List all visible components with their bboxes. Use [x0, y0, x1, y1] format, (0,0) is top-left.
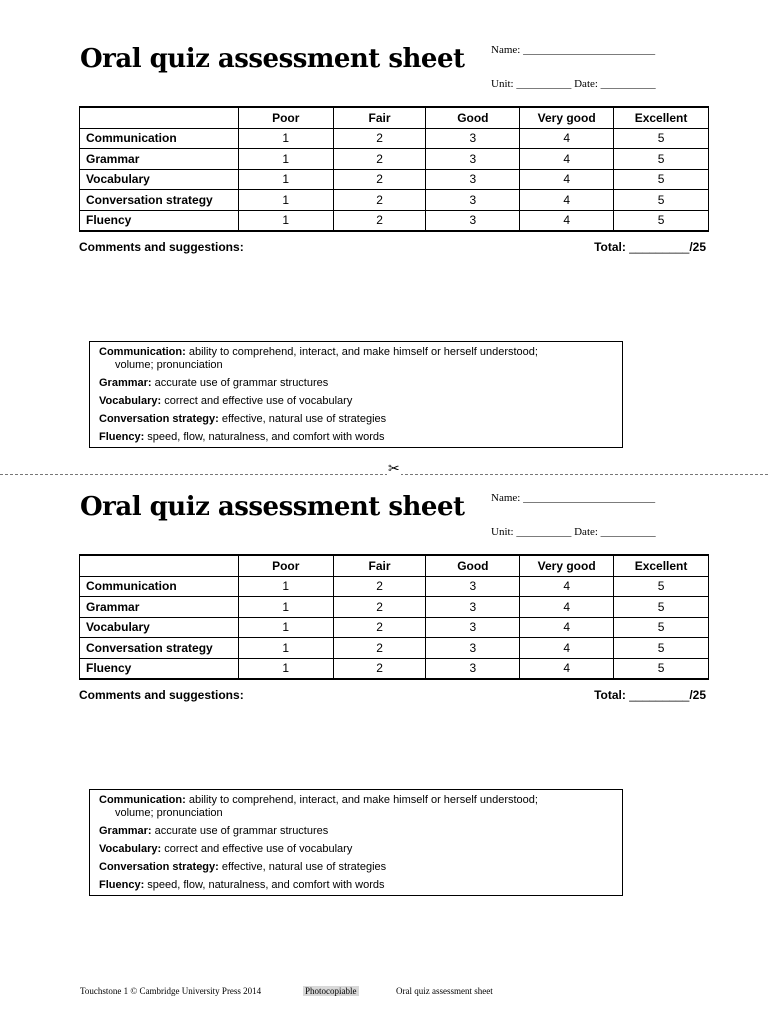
legend-item — [99, 825, 614, 838]
unit-date-line: Unit: __________ Date: __________ — [491, 78, 656, 90]
name-line: Name: ________________________ — [491, 492, 656, 504]
table-row — [80, 658, 709, 679]
footer-sheet-name: Oral quiz assessment sheet — [396, 986, 493, 996]
criterion-label: Communication — [80, 128, 239, 149]
header-cell: Very good — [520, 107, 614, 128]
table-row — [80, 128, 709, 149]
table-row — [80, 190, 709, 211]
legend-desc-cont: volume; pronunciation — [115, 807, 223, 819]
score-cell: 5 — [614, 597, 709, 618]
legend-term: Fluency: — [99, 879, 145, 891]
total-max: /25 — [689, 240, 706, 254]
legend-term: Grammar: — [99, 377, 152, 389]
table-row — [80, 169, 709, 190]
score-cell: 3 — [426, 576, 520, 597]
score-cell: 2 — [333, 617, 426, 638]
score-table — [79, 106, 709, 232]
legend-item — [99, 843, 614, 856]
score-cell: 4 — [520, 617, 614, 638]
score-cell: 1 — [238, 128, 333, 149]
legend-desc: speed, flow, naturalness, and comfort with words — [147, 431, 385, 443]
table-header-row — [80, 107, 709, 128]
header-cell: Fair — [333, 107, 426, 128]
header-cell: Poor — [238, 107, 333, 128]
legend-item — [99, 794, 614, 820]
header-cell: Good — [426, 107, 520, 128]
table-row — [80, 149, 709, 170]
sheet-title: Oral quiz assessment sheet — [80, 44, 465, 74]
score-cell: 4 — [520, 597, 614, 618]
score-cell: 5 — [614, 617, 709, 638]
footer-copyright: Touchstone 1 © Cambridge University Press 2014 — [80, 986, 262, 996]
criterion-label: Vocabulary — [80, 617, 239, 638]
score-cell: 3 — [426, 190, 520, 211]
score-cell: 2 — [333, 638, 426, 659]
legend-desc: accurate use of grammar structures — [154, 825, 329, 837]
score-cell: 1 — [238, 617, 333, 638]
score-cell: 5 — [614, 638, 709, 659]
header-cell: Poor — [238, 555, 333, 576]
score-cell: 2 — [333, 597, 426, 618]
criterion-label: Conversation strategy — [80, 638, 239, 659]
score-cell: 1 — [238, 658, 333, 679]
legend-item — [99, 879, 614, 892]
criterion-label: Communication — [80, 576, 239, 597]
criterion-label: Fluency — [80, 210, 239, 231]
score-cell: 5 — [614, 149, 709, 170]
score-cell: 3 — [426, 617, 520, 638]
cut-line — [0, 474, 768, 475]
score-cell: 1 — [238, 210, 333, 231]
legend-desc: accurate use of grammar structures — [154, 377, 329, 389]
score-cell: 1 — [238, 576, 333, 597]
header-cell: Fair — [333, 555, 426, 576]
score-cell: 1 — [238, 638, 333, 659]
score-cell: 2 — [333, 128, 426, 149]
legend-item — [99, 431, 614, 444]
total-field — [594, 688, 706, 702]
score-table — [79, 554, 709, 680]
legend-item — [99, 861, 614, 874]
legend-desc: correct and effective use of vocabulary — [164, 395, 353, 407]
score-cell: 4 — [520, 149, 614, 170]
total-label: Total: — [594, 688, 626, 702]
legend-desc: ability to comprehend, interact, and make himself or herself understood; — [188, 346, 538, 358]
comments-label: Comments and suggestions: — [79, 240, 244, 254]
header-cell: Good — [426, 555, 520, 576]
score-cell: 3 — [426, 210, 520, 231]
criterion-label: Vocabulary — [80, 169, 239, 190]
score-cell: 2 — [333, 576, 426, 597]
score-cell: 4 — [520, 169, 614, 190]
score-cell: 2 — [333, 658, 426, 679]
legend-item — [99, 346, 614, 372]
score-cell: 5 — [614, 576, 709, 597]
total-field — [594, 240, 706, 254]
legend-desc: correct and effective use of vocabulary — [164, 843, 353, 855]
legend-desc: speed, flow, naturalness, and comfort with words — [147, 879, 385, 891]
header-cell — [80, 107, 239, 128]
total-label: Total: — [594, 240, 626, 254]
scissors-icon: ✂ — [388, 460, 400, 476]
score-cell: 2 — [333, 169, 426, 190]
unit-date-line: Unit: __________ Date: __________ — [491, 526, 656, 538]
score-cell: 5 — [614, 190, 709, 211]
header-cell — [80, 555, 239, 576]
sheet-title: Oral quiz assessment sheet — [80, 492, 465, 522]
legend-item — [99, 377, 614, 390]
legend-term: Vocabulary: — [99, 395, 162, 407]
criterion-label: Grammar — [80, 149, 239, 170]
legend-term: Conversation strategy: — [99, 861, 219, 873]
legend-desc: effective, natural use of strategies — [221, 413, 387, 425]
legend-desc: effective, natural use of strategies — [221, 861, 387, 873]
legend-item — [99, 413, 614, 426]
score-cell: 3 — [426, 169, 520, 190]
table-row — [80, 576, 709, 597]
score-cell: 2 — [333, 210, 426, 231]
score-cell: 4 — [520, 576, 614, 597]
footer-photocopiable: Photocopiable — [305, 986, 357, 996]
header-cell: Very good — [520, 555, 614, 576]
criteria-legend — [89, 789, 623, 896]
criteria-legend — [89, 341, 623, 448]
legend-term: Vocabulary: — [99, 843, 162, 855]
legend-term: Communication: — [99, 346, 186, 358]
score-cell: 4 — [520, 190, 614, 211]
table-row — [80, 597, 709, 618]
score-cell: 2 — [333, 190, 426, 211]
score-cell: 4 — [520, 210, 614, 231]
score-cell: 1 — [238, 149, 333, 170]
score-cell: 4 — [520, 658, 614, 679]
score-cell: 5 — [614, 128, 709, 149]
score-cell: 4 — [520, 128, 614, 149]
score-cell: 1 — [238, 190, 333, 211]
score-cell: 3 — [426, 658, 520, 679]
legend-item — [99, 395, 614, 408]
comments-label: Comments and suggestions: — [79, 688, 244, 702]
criterion-label: Conversation strategy — [80, 190, 239, 211]
name-line: Name: ________________________ — [491, 44, 656, 56]
legend-term: Conversation strategy: — [99, 413, 219, 425]
score-cell: 3 — [426, 638, 520, 659]
total-blank: _________ — [629, 240, 690, 254]
criterion-label: Fluency — [80, 658, 239, 679]
table-header-row — [80, 555, 709, 576]
total-blank: _________ — [629, 688, 690, 702]
score-cell: 1 — [238, 169, 333, 190]
legend-term: Communication: — [99, 794, 186, 806]
score-cell: 1 — [238, 597, 333, 618]
table-row — [80, 617, 709, 638]
legend-desc: ability to comprehend, interact, and make himself or herself understood; — [188, 794, 538, 806]
legend-desc-cont: volume; pronunciation — [115, 359, 223, 371]
score-cell: 5 — [614, 658, 709, 679]
header-cell: Excellent — [614, 555, 709, 576]
legend-term: Grammar: — [99, 825, 152, 837]
table-row — [80, 638, 709, 659]
table-row — [80, 210, 709, 231]
score-cell: 3 — [426, 597, 520, 618]
legend-term: Fluency: — [99, 431, 145, 443]
score-cell: 2 — [333, 149, 426, 170]
score-cell: 3 — [426, 128, 520, 149]
header-cell: Excellent — [614, 107, 709, 128]
score-cell: 5 — [614, 210, 709, 231]
score-cell: 5 — [614, 169, 709, 190]
criterion-label: Grammar — [80, 597, 239, 618]
score-cell: 3 — [426, 149, 520, 170]
total-max: /25 — [689, 688, 706, 702]
score-cell: 4 — [520, 638, 614, 659]
